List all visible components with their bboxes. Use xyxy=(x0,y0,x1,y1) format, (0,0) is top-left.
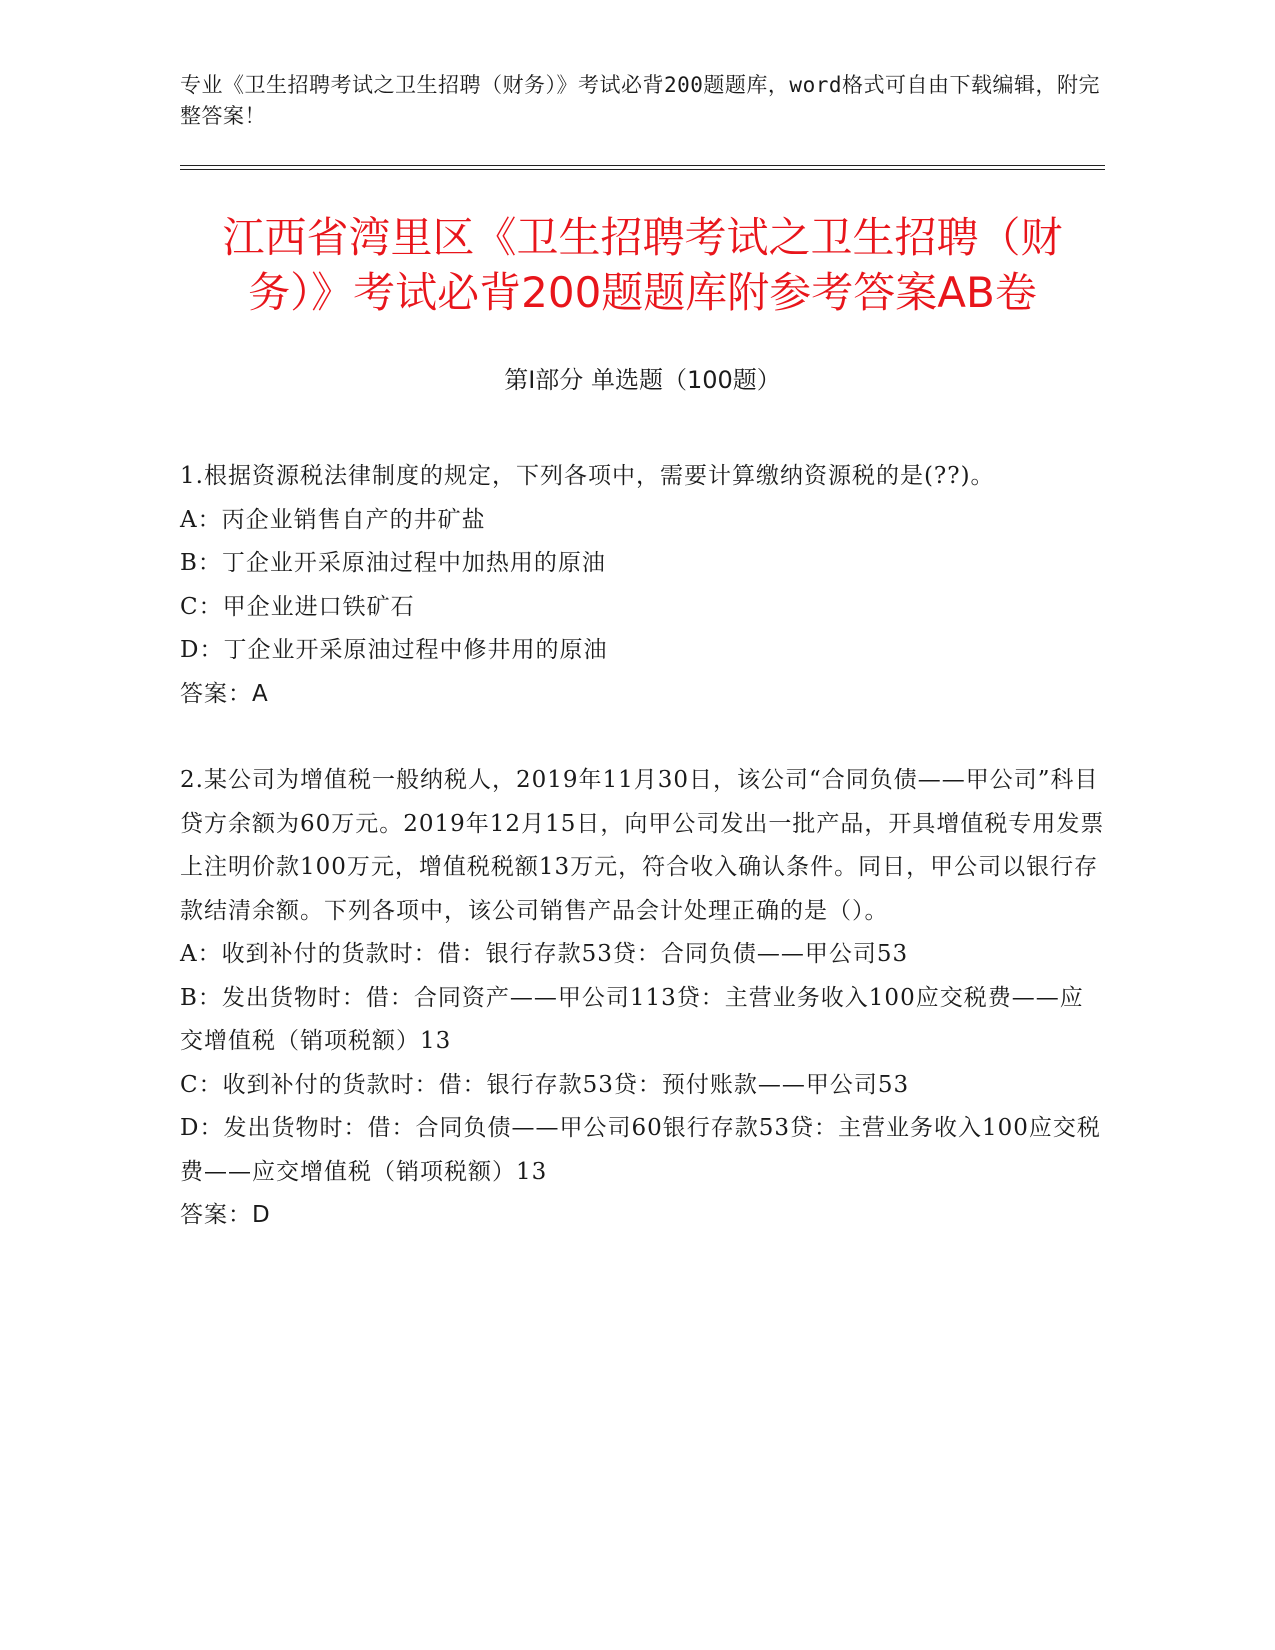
question-2 xyxy=(180,759,1105,1238)
section-title: 第Ⅰ部分 单选题（100题） xyxy=(504,366,781,394)
option-b: B：发出货物时：借：合同资产——甲公司113贷：主营业务收入100应交税费——应交增值税（销项税额）13 xyxy=(180,984,1084,1054)
option-a: A：丙企业销售自产的井矿盐 xyxy=(180,506,486,533)
spacer xyxy=(180,716,1105,759)
question-stem: 1.根据资源税法律制度的规定，下列各项中，需要计算缴纳资源税的是(??)。 xyxy=(180,463,995,489)
double-rule-divider xyxy=(180,165,1105,170)
document-title: 江西省湾里区《卫生招聘考试之卫生招聘（财务）》考试必背200题题库附参考答案AB卷 xyxy=(222,213,1063,317)
document-page xyxy=(180,70,1105,1238)
option-d: D：丁企业开采原油过程中修井用的原油 xyxy=(180,637,608,663)
answer-line: 答案：D xyxy=(180,1202,271,1228)
question-1 xyxy=(180,455,1105,716)
option-c: C：收到补付的货款时：借：银行存款53贷：预付账款——甲公司53 xyxy=(180,1071,910,1098)
option-a: A：收到补付的货款时：借：银行存款53贷：合同负债——甲公司53 xyxy=(180,941,909,967)
question-stem: 2.某公司为增值税一般纳税人，2019年11月30日，该公司“合同负债——甲公司”科目贷方余额为60万元。2019年12月15日，向甲公司发出一批产品，开具增值税专用发票上注明价款100万元，增值税税额13万元，符合收入确认条件。同日，甲公司以银行存款结清余额。下列各项中，该公司销售产品会计处理正确的是（）。 xyxy=(180,767,1105,924)
option-b: B：丁企业开采原油过程中加热用的原油 xyxy=(180,550,606,576)
option-c: C：甲企业进口铁矿石 xyxy=(180,593,415,620)
option-d: D：发出货物时：借：合同负债——甲公司60银行存款53贷：主营业务收入100应交税费——应交增值税（销项税额）13 xyxy=(180,1115,1101,1185)
answer-line: 答案：A xyxy=(180,680,269,707)
intro-text: 专业《卫生招聘考试之卫生招聘（财务）》考试必背200题题库，word格式可自由下载编辑，附完整答案！ xyxy=(180,73,1100,128)
